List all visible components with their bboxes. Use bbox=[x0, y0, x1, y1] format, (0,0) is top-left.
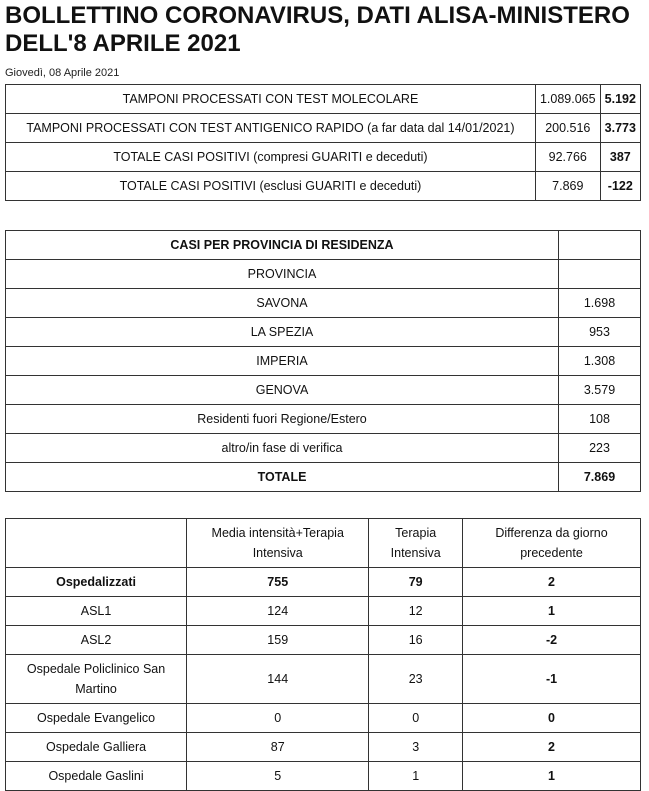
hospital-ti: 3 bbox=[369, 733, 463, 762]
header-diff: Differenza da giorno precedente bbox=[463, 519, 641, 568]
province-name: IMPERIA bbox=[6, 347, 559, 376]
table-row bbox=[6, 85, 641, 114]
hospital-name: Ospedalizzati bbox=[6, 568, 187, 597]
hospital-diff: 2 bbox=[463, 568, 641, 597]
ospedali-table bbox=[5, 518, 641, 791]
row-label: TOTALE CASI POSITIVI (compresi GUARITI e deceduti) bbox=[6, 143, 536, 172]
table-row bbox=[6, 114, 641, 143]
province-name: altro/in fase di verifica bbox=[6, 434, 559, 463]
row-label: TAMPONI PROCESSATI CON TEST MOLECOLARE bbox=[6, 85, 536, 114]
province-value: 953 bbox=[559, 318, 641, 347]
hospital-media: 159 bbox=[187, 626, 369, 655]
table-row bbox=[6, 318, 641, 347]
page-title: BOLLETTINO CORONAVIRUS, DATI ALISA-MINISTERO DELL'8 APRILE 2021 bbox=[5, 2, 630, 57]
table-row bbox=[6, 626, 641, 655]
hospital-diff: 1 bbox=[463, 597, 641, 626]
hospital-diff: -2 bbox=[463, 626, 641, 655]
province-total-label: TOTALE bbox=[6, 463, 559, 492]
table-row bbox=[6, 172, 641, 201]
province-name: Residenti fuori Regione/Estero bbox=[6, 405, 559, 434]
province-total-value: 7.869 bbox=[559, 463, 641, 492]
hospital-name: Ospedale Evangelico bbox=[6, 704, 187, 733]
hospital-media: 124 bbox=[187, 597, 369, 626]
table-row bbox=[6, 434, 641, 463]
row-total: 7.869 bbox=[535, 172, 600, 201]
row-label: TAMPONI PROCESSATI CON TEST ANTIGENICO RAPIDO (a far data dal 14/01/2021) bbox=[6, 114, 536, 143]
header-ti: Terapia Intensiva bbox=[369, 519, 463, 568]
header-empty bbox=[6, 519, 187, 568]
table-row bbox=[6, 762, 641, 791]
hospital-ti: 1 bbox=[369, 762, 463, 791]
hospital-ti: 23 bbox=[369, 655, 463, 704]
province-header: CASI PER PROVINCIA DI RESIDENZA bbox=[6, 231, 559, 260]
hospital-media: 0 bbox=[187, 704, 369, 733]
hospital-name: Ospedale Galliera bbox=[6, 733, 187, 762]
table-header-row bbox=[6, 231, 641, 260]
row-label: TOTALE CASI POSITIVI (esclusi GUARITI e deceduti) bbox=[6, 172, 536, 201]
hospital-diff: 0 bbox=[463, 704, 641, 733]
hospital-name: ASL1 bbox=[6, 597, 187, 626]
province-value: 108 bbox=[559, 405, 641, 434]
table-row bbox=[6, 655, 641, 704]
table-row bbox=[6, 568, 641, 597]
empty-cell bbox=[559, 231, 641, 260]
hospital-diff: -1 bbox=[463, 655, 641, 704]
hospital-media: 144 bbox=[187, 655, 369, 704]
header-media: Media intensità+Terapia Intensiva bbox=[187, 519, 369, 568]
hospital-diff: 1 bbox=[463, 762, 641, 791]
table-row bbox=[6, 347, 641, 376]
row-total: 1.089.065 bbox=[535, 85, 600, 114]
hospital-media: 5 bbox=[187, 762, 369, 791]
hospital-diff: 2 bbox=[463, 733, 641, 762]
table-row bbox=[6, 143, 641, 172]
hospital-ti: 16 bbox=[369, 626, 463, 655]
province-value: 223 bbox=[559, 434, 641, 463]
province-value: 1.308 bbox=[559, 347, 641, 376]
province-name: LA SPEZIA bbox=[6, 318, 559, 347]
table-row bbox=[6, 376, 641, 405]
hospital-media: 755 bbox=[187, 568, 369, 597]
hospital-ti: 0 bbox=[369, 704, 463, 733]
province-table bbox=[5, 230, 641, 492]
table-row bbox=[6, 704, 641, 733]
hospital-name: Ospedale Gaslini bbox=[6, 762, 187, 791]
table-row bbox=[6, 405, 641, 434]
bulletin-date: Giovedì, 08 Aprile 2021 bbox=[5, 67, 120, 79]
province-name: SAVONA bbox=[6, 289, 559, 318]
row-delta: 3.773 bbox=[600, 114, 640, 143]
tamponi-table bbox=[5, 84, 641, 201]
row-delta: -122 bbox=[600, 172, 640, 201]
row-delta: 387 bbox=[600, 143, 640, 172]
hospital-name: Ospedale Policlinico San Martino bbox=[6, 655, 187, 704]
hospital-ti: 79 bbox=[369, 568, 463, 597]
row-delta: 5.192 bbox=[600, 85, 640, 114]
province-value: 3.579 bbox=[559, 376, 641, 405]
table-row bbox=[6, 733, 641, 762]
hospital-media: 87 bbox=[187, 733, 369, 762]
hospital-ti: 12 bbox=[369, 597, 463, 626]
row-total: 92.766 bbox=[535, 143, 600, 172]
table-total-row bbox=[6, 463, 641, 492]
hospital-name: ASL2 bbox=[6, 626, 187, 655]
province-name: GENOVA bbox=[6, 376, 559, 405]
table-header-row bbox=[6, 519, 641, 568]
province-value: 1.698 bbox=[559, 289, 641, 318]
table-row bbox=[6, 289, 641, 318]
empty-cell bbox=[559, 260, 641, 289]
province-subheader: PROVINCIA bbox=[6, 260, 559, 289]
row-total: 200.516 bbox=[535, 114, 600, 143]
table-subheader-row bbox=[6, 260, 641, 289]
table-row bbox=[6, 597, 641, 626]
